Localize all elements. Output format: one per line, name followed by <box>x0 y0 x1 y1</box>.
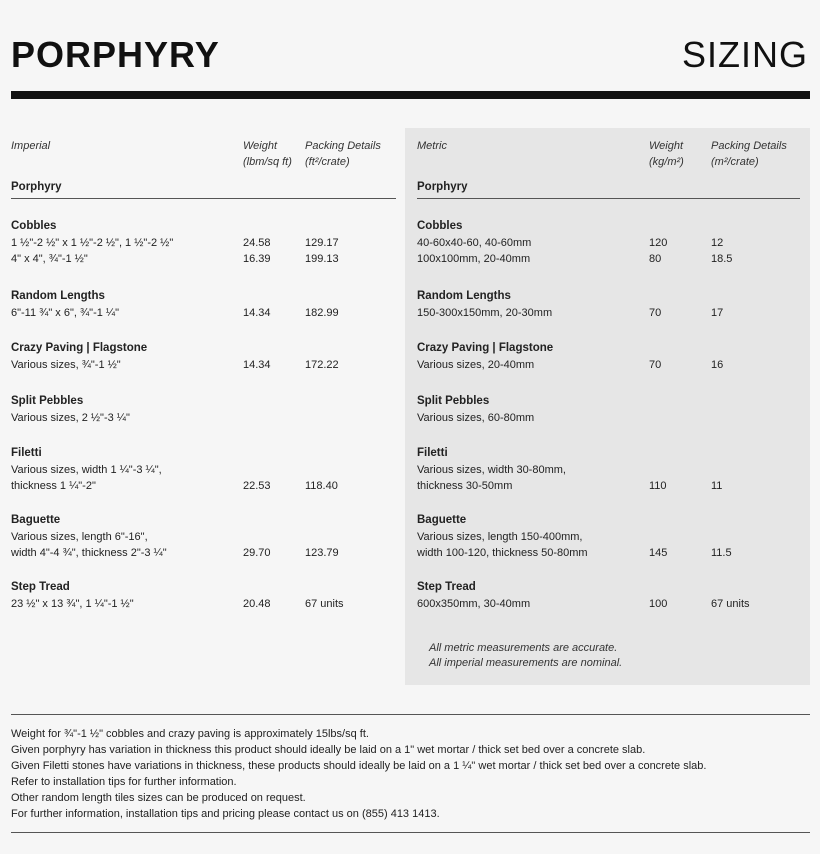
weight-value: 145 <box>649 547 668 559</box>
footer-notes <box>11 726 810 822</box>
footer-line: Refer to installation tips for further information. <box>11 776 237 788</box>
weight-value: 16.39 <box>243 253 271 265</box>
table-row <box>11 251 396 267</box>
weight-header-line: Weight <box>649 140 684 152</box>
weight-value: 120 <box>649 237 668 249</box>
size-description: thickness 1 ¼"-2" <box>11 480 96 492</box>
table-row <box>11 305 396 321</box>
metric-subhead: Porphyry <box>417 181 468 193</box>
product-name: Random Lengths <box>417 290 511 302</box>
size-description: Various sizes, 20-40mm <box>417 359 535 371</box>
size-description: Various sizes, 60-80mm <box>417 412 535 424</box>
table-row <box>11 545 396 561</box>
size-description: 40-60x40-60, 40-60mm <box>417 237 532 249</box>
product-name: Split Pebbles <box>417 395 490 407</box>
packing-header-line: Packing Details <box>711 140 787 152</box>
weight-value: 14.34 <box>243 307 271 319</box>
product-name: Cobbles <box>417 220 463 232</box>
footer-divider-top <box>11 714 810 715</box>
table-row <box>11 462 396 478</box>
product-group <box>11 340 396 373</box>
metric-col-header: Metric <box>417 140 447 152</box>
weight-value: 22.53 <box>243 480 271 492</box>
weight-value: 110 <box>649 480 667 492</box>
packing-value: 17 <box>711 307 724 319</box>
product-group <box>417 512 800 561</box>
footer-line: For further information, installation tips and pricing please contact us on (855) 413 1413. <box>11 808 440 820</box>
packing-value: 11 <box>711 480 723 492</box>
packing-col-header <box>305 138 381 170</box>
packing-value: 118.40 <box>305 480 338 492</box>
weight-col-header <box>649 138 684 170</box>
table-row <box>11 235 396 251</box>
table-row <box>417 462 800 478</box>
product-name: Baguette <box>417 514 467 526</box>
size-description: 23 ½" x 13 ¾", 1 ¼"-1 ½" <box>11 598 134 610</box>
size-description: width 4"-4 ¾", thickness 2"-3 ¼" <box>11 547 167 559</box>
weight-value: 29.70 <box>243 547 271 559</box>
size-description: width 100-120, thickness 50-80mm <box>417 547 588 559</box>
packing-value: 67 units <box>305 598 344 610</box>
product-group <box>11 218 396 267</box>
packing-unit-line: (m²/crate) <box>711 156 759 168</box>
packing-value: 67 units <box>711 598 750 610</box>
product-name: Crazy Paving | Flagstone <box>11 342 148 354</box>
product-name: Random Lengths <box>11 290 105 302</box>
packing-value: 129.17 <box>305 237 339 249</box>
product-name: Cobbles <box>11 220 57 232</box>
weight-value: 24.58 <box>243 237 271 249</box>
product-group <box>11 445 396 494</box>
packing-header-line: Packing Details <box>305 140 381 152</box>
size-description: Various sizes, width 30-80mm, <box>417 464 566 476</box>
size-description: Various sizes, length 6"-16", <box>11 531 148 543</box>
size-description: 600x350mm, 30-40mm <box>417 598 531 610</box>
product-group <box>417 218 800 267</box>
packing-value: 123.79 <box>305 547 339 559</box>
product-name: Step Tread <box>417 581 476 593</box>
weight-value: 20.48 <box>243 598 271 610</box>
product-group <box>11 288 396 321</box>
imperial-col-header: Imperial <box>11 140 51 152</box>
packing-value: 12 <box>711 237 724 249</box>
table-row <box>417 305 800 321</box>
product-name: Split Pebbles <box>11 395 84 407</box>
product-group <box>417 340 800 373</box>
weight-value: 14.34 <box>243 359 271 371</box>
note-line: All imperial measurements are nominal. <box>429 657 623 669</box>
product-group <box>417 445 800 494</box>
weight-value: 80 <box>649 253 662 265</box>
weight-value: 70 <box>649 307 662 319</box>
size-description: Various sizes, length 150-400mm, <box>417 531 583 543</box>
table-row <box>11 410 396 426</box>
imperial-subhead: Porphyry <box>11 181 62 193</box>
product-group <box>11 512 396 561</box>
size-description: 150-300x150mm, 20-30mm <box>417 307 553 319</box>
packing-value: 16 <box>711 359 724 371</box>
table-row <box>417 596 800 612</box>
product-name: Baguette <box>11 514 61 526</box>
table-row <box>11 357 396 373</box>
size-description: thickness 30-50mm <box>417 480 513 492</box>
table-row <box>11 596 396 612</box>
weight-col-header <box>243 138 292 170</box>
packing-value: 182.99 <box>305 307 339 319</box>
weight-value: 100 <box>649 598 668 610</box>
weight-unit-line: (kg/m²) <box>649 156 684 168</box>
packing-value: 172.22 <box>305 359 339 371</box>
table-row <box>11 478 396 494</box>
weight-value: 70 <box>649 359 662 371</box>
product-group <box>417 393 800 426</box>
table-row <box>417 529 800 545</box>
size-description: Various sizes, width 1 ¼"-3 ¼", <box>11 464 162 476</box>
packing-value: 199.13 <box>305 253 339 265</box>
packing-unit-line: (ft²/crate) <box>305 156 350 168</box>
size-description: 100x100mm, 20-40mm <box>417 253 531 265</box>
footer-line: Weight for ¾"-1 ½" cobbles and crazy paving is approximately 15lbs/sq ft. <box>11 728 369 740</box>
footer-line: Given Filetti stones have variations in thickness, these products should ideally be laid on a 1 ¼" wet mortar / thick set bed over a concrete slab. <box>11 760 707 772</box>
imperial-subhead-rule <box>11 198 396 199</box>
packing-value: 18.5 <box>711 253 733 265</box>
section-title: SIZING <box>681 34 808 75</box>
product-name: Filetti <box>417 447 448 459</box>
metric-table <box>405 128 810 685</box>
product-name: Step Tread <box>11 581 70 593</box>
table-row <box>417 410 800 426</box>
size-description: 6"-11 ¾" x 6", ¾"-1 ¼" <box>11 307 119 319</box>
footer-divider-bottom <box>11 832 810 833</box>
title-divider <box>11 91 810 99</box>
footer-line: Other random length tiles sizes can be produced on request. <box>11 792 306 804</box>
size-description: 4" x 4", ¾"-1 ½" <box>11 253 88 265</box>
product-group <box>417 288 800 321</box>
size-description: 1 ½"-2 ½" x 1 ½"-2 ½", 1 ½"-2 ½" <box>11 237 174 249</box>
page-title: PORPHYRY <box>11 34 220 75</box>
table-row <box>11 529 396 545</box>
footer-line: Given porphyry has variation in thickness this product should ideally be laid on a 1" wet mortar / thick set bed over a concrete slab. <box>11 744 646 756</box>
packing-col-header <box>711 138 787 170</box>
product-name: Crazy Paving | Flagstone <box>417 342 554 354</box>
table-row <box>417 251 800 267</box>
packing-value: 11.5 <box>711 547 732 559</box>
size-description: Various sizes, 2 ½"-3 ¼" <box>11 412 130 424</box>
product-name: Filetti <box>11 447 42 459</box>
table-row <box>417 235 800 251</box>
table-row <box>417 478 800 494</box>
table-row <box>417 545 800 561</box>
weight-unit-line: (lbm/sq ft) <box>243 156 292 168</box>
product-group <box>417 579 800 612</box>
note-line: All metric measurements are accurate. <box>429 642 618 654</box>
size-description: Various sizes, ¾"-1 ½" <box>11 359 121 371</box>
product-group <box>11 393 396 426</box>
measurement-notes <box>429 641 622 671</box>
product-group <box>11 579 396 612</box>
table-row <box>417 357 800 373</box>
metric-subhead-rule <box>417 198 800 199</box>
weight-header-line: Weight <box>243 140 278 152</box>
